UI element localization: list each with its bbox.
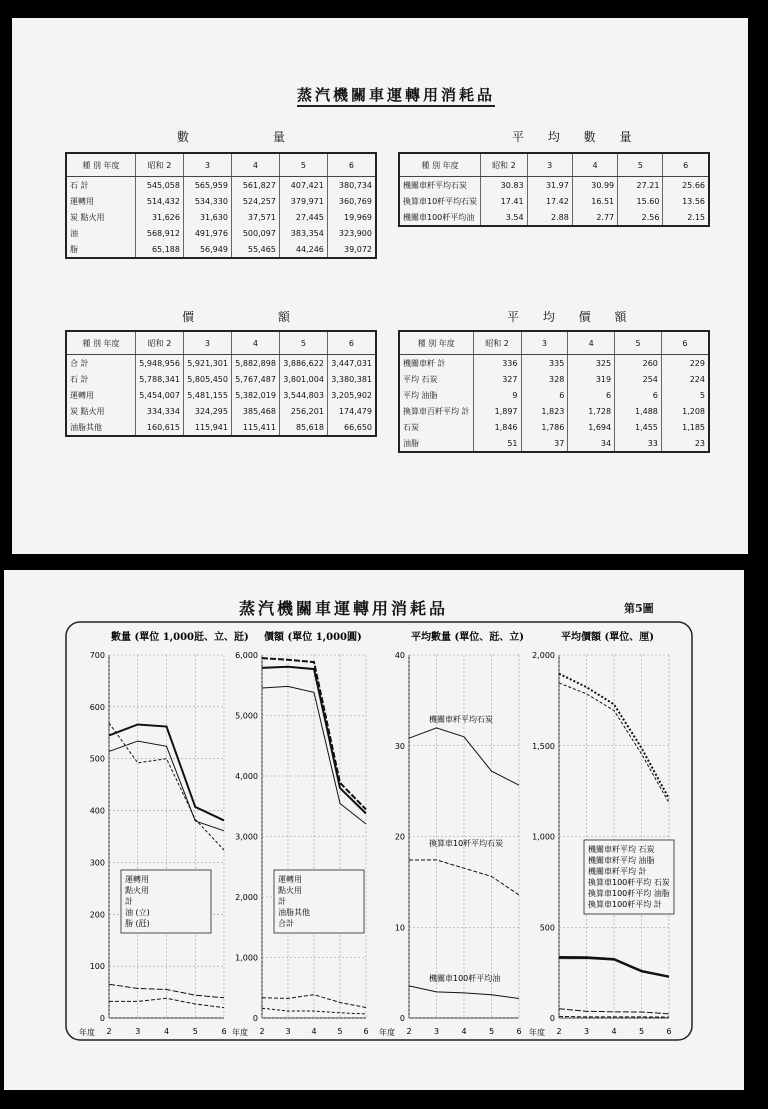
table-row [66,209,376,225]
table-row [399,387,709,403]
table-cell: 66,650 [327,419,376,436]
y-tick-label: 10 [394,923,405,933]
x-tick-label: 4 [163,1027,170,1036]
table-cell: 115,941 [183,419,231,436]
table-row [399,177,709,194]
table-header-cell: 6 [661,331,709,355]
table-cell: 31,630 [183,209,231,225]
table-cell: 換算車10粁平均石炭 [399,193,481,209]
table-cell: 脂 [66,241,136,258]
x-tick-label: 4 [461,1027,467,1036]
table-cell: 油脂 [399,435,473,452]
top-page [12,18,748,554]
legend-entry: 運轉用 [125,875,149,884]
table-cell: 160,615 [136,419,184,436]
table-row [66,371,376,387]
table-cell: 44,246 [279,241,327,258]
table-header-cell: 種 別 年度 [66,331,136,355]
legend-entry: 脂 (瓩) [125,919,150,928]
table-cell: 5,882,898 [231,355,279,372]
table-cell: 2.56 [618,209,663,226]
table-cell: 石炭 [399,419,473,435]
legend-entry: 換算車100粁平均 計 [588,900,662,909]
table-row [66,355,376,372]
table-cell: 31,626 [136,209,184,225]
x-axis-label: 年度 [232,1028,248,1037]
value-title: 價 額 [182,310,330,324]
legend-entry: 換算車100粁平均 石炭 [588,878,670,887]
table-cell: 油 [66,225,136,241]
table-header-cell: 3 [183,153,231,177]
table-header-cell: 種 別 年度 [399,153,481,177]
y-tick-label: 2,000 [532,651,555,660]
table-cell: 27,445 [279,209,327,225]
table-header-cell: 3 [183,331,231,355]
table-cell: 325 [568,355,615,372]
table-cell: 407,421 [279,177,327,194]
x-tick-label: 3 [433,1027,440,1036]
quantity-table [65,152,377,259]
table-cell: 385,468 [231,403,279,419]
table-cell: 1,488 [615,403,662,419]
table-cell: 3,544,803 [279,387,327,403]
y-tick-label: 200 [89,910,105,920]
y-tick-label: 40 [394,651,405,660]
table-cell: 56,949 [183,241,231,258]
table-cell: 319 [568,371,615,387]
table-cell: 6 [568,387,615,403]
table-row [66,241,376,258]
table-header-cell: 5 [279,331,327,355]
table-cell: 油脂其他 [66,419,136,436]
y-tick-label: 1,500 [532,741,555,751]
series-line [559,957,669,976]
table-cell: 336 [473,355,521,372]
table-cell: 5,454,007 [136,387,184,403]
table-cell: 平均 石炭 [399,371,473,387]
x-tick-label: 2 [259,1027,265,1036]
table-cell: 19,969 [327,209,376,225]
x-tick-label: 5 [488,1027,495,1036]
avgqty-title: 平 均 數 量 [512,130,642,144]
table-cell: 5,948,956 [136,355,184,372]
table-row [66,403,376,419]
table-cell: 27.21 [618,177,663,194]
figure-number: 第5圖 [624,602,654,615]
table-cell: 25.66 [663,177,709,194]
table-cell: 39,072 [327,241,376,258]
legend-entry: 合計 [278,919,294,928]
table-row [399,419,709,435]
x-tick-label: 3 [285,1027,291,1036]
table-cell: 65,188 [136,241,184,258]
table-cell: 561,827 [231,177,279,194]
y-tick-label: 300 [89,858,105,868]
table-cell: 15.60 [618,193,663,209]
table-cell: 運轉用 [66,387,136,403]
y-tick-label: 20 [394,832,405,842]
table-header-cell: 昭和 2 [473,331,521,355]
table-header-cell: 昭和 2 [481,153,527,177]
table-cell: 260 [615,355,662,372]
x-tick-label: 2 [556,1027,562,1036]
table-header-cell: 5 [615,331,662,355]
y-tick-label: 3,000 [235,832,258,842]
legend-entry: 油脂其他 [278,908,310,917]
table-cell: 491,976 [183,225,231,241]
table-cell: 5,382,019 [231,387,279,403]
panel-title: 平均數量 (單位、瓩、立) [411,632,524,643]
series-label: 機關車粁平均石炭 [429,715,493,725]
table-header-cell: 種 別 年度 [66,153,136,177]
y-tick-label: 0 [252,1014,258,1023]
table-cell: 335 [521,355,568,372]
table-cell: 2.88 [527,209,572,226]
table-cell: 5 [661,387,709,403]
legend-entry: 點火用 [278,886,302,895]
y-tick-label: 5,000 [235,711,258,721]
series-line [109,723,224,850]
table-cell: 2.77 [572,209,617,226]
value-table [65,330,377,437]
legend-entry: 換算車100粁平均 油脂 [588,889,670,898]
y-tick-label: 600 [89,702,105,712]
qty-title: 數 量 [177,130,325,144]
table-cell: 3,380,381 [327,371,376,387]
table-header-cell: 昭和 2 [136,331,184,355]
legend-entry: 機關車粁平均 石炭 [588,845,655,854]
table-row [66,225,376,241]
table-header-cell: 6 [327,331,376,355]
y-tick-label: 500 [539,923,555,933]
avg-value-table [398,330,710,453]
x-tick-label: 5 [638,1027,645,1036]
table-cell: 500,097 [231,225,279,241]
table-row [66,193,376,209]
legend-entry: 油 (立) [125,908,150,917]
table-cell: 3,801,004 [279,371,327,387]
y-tick-label: 4,000 [235,772,258,781]
y-tick-label: 0 [399,1014,405,1023]
table-cell: 37,571 [231,209,279,225]
table-cell: 6 [615,387,662,403]
table-header-cell: 3 [521,331,568,355]
x-tick-label: 6 [666,1027,672,1036]
top-title: 蒸汽機關車運轉用消耗品 [297,84,495,107]
table-cell: 5,788,341 [136,371,184,387]
legend-entry: 計 [278,897,286,906]
table-header-cell: 4 [231,331,279,355]
x-axis-label: 年度 [529,1028,545,1037]
table-row [399,355,709,372]
table-row [66,387,376,403]
table-header-cell: 昭和 2 [136,153,184,177]
y-tick-label: 1,000 [532,832,555,842]
table-cell: 運轉用 [66,193,136,209]
table-cell: 石 計 [66,177,136,194]
table-cell: 379,971 [279,193,327,209]
table-cell: 324,295 [183,403,231,419]
y-tick-label: 30 [394,741,405,751]
table-cell: 17.42 [527,193,572,209]
table-cell: 5,805,450 [183,371,231,387]
table-cell: 5,767,487 [231,371,279,387]
x-tick-label: 3 [583,1027,590,1036]
table-cell: 30.99 [572,177,617,194]
series-line [262,1008,366,1014]
table-row [399,209,709,226]
table-cell: 機關車粁 計 [399,355,473,372]
table-cell: 1,823 [521,403,568,419]
table-cell: 3,447,031 [327,355,376,372]
table-cell: 514,432 [136,193,184,209]
legend-entry: 機關車粁平均 油脂 [588,856,655,865]
avgval-title: 平 均 價 額 [507,310,637,324]
table-cell: 1,786 [521,419,568,435]
table-cell: 換算車百粁平均 計 [399,403,473,419]
table-cell: 51 [473,435,521,452]
y-tick-label: 6,000 [235,651,258,660]
chart-page-title: 蒸汽機關車運轉用消耗品 [239,599,449,618]
legend-entry: 運轉用 [278,875,302,884]
table-cell: 229 [661,355,709,372]
panel-title: 數量 (單位 1,000瓩、立、瓩) [111,632,249,643]
y-tick-label: 400 [89,806,105,816]
panel-title: 平均價額 (單位、厘) [561,632,654,643]
series-label: 機關車100粁平均油 [429,973,501,983]
table-cell: 256,201 [279,403,327,419]
table-cell: 3.54 [481,209,527,226]
table-cell: 平均 油脂 [399,387,473,403]
x-tick-label: 3 [135,1027,141,1036]
x-axis-label: 年度 [379,1028,395,1037]
series-line [559,1016,669,1017]
table-row [399,371,709,387]
x-tick-label: 4 [311,1027,317,1036]
table-cell: 85,618 [279,419,327,436]
table-cell: 328 [521,371,568,387]
table-cell: 17.41 [481,193,527,209]
series-label: 換算車10粁平均石炭 [429,839,504,849]
legend-entry: 點火用 [125,886,149,895]
table-header-cell: 6 [327,153,376,177]
x-tick-label: 6 [516,1027,522,1036]
table-cell: 534,330 [183,193,231,209]
table-cell: 16.51 [572,193,617,209]
table-cell: 機關車100粁平均油 [399,209,481,226]
table-header-cell: 5 [279,153,327,177]
table-cell: 254 [615,371,662,387]
x-tick-label: 5 [192,1027,198,1036]
panel-title: 價額 (單位 1,000圓) [264,632,362,643]
table-header-cell: 5 [618,153,663,177]
table-cell: 360,769 [327,193,376,209]
table-cell: 174,479 [327,403,376,419]
y-tick-label: 0 [549,1014,555,1023]
table-cell: 524,257 [231,193,279,209]
table-row [66,177,376,194]
y-tick-label: 700 [89,651,105,660]
table-header-cell: 4 [572,153,617,177]
table-cell: 5,481,155 [183,387,231,403]
table-cell: 機關車粁平均石炭 [399,177,481,194]
y-tick-label: 500 [89,754,105,764]
table-header-cell: 3 [527,153,572,177]
table-cell: 34 [568,435,615,452]
table-cell: 1,455 [615,419,662,435]
bottom-page [4,570,744,1090]
table-header-cell: 種 別 年度 [399,331,473,355]
charts-svg [4,570,744,1090]
y-tick-label: 100 [89,962,105,972]
table-cell: 31.97 [527,177,572,194]
x-tick-label: 6 [363,1027,369,1036]
table-cell: 1,208 [661,403,709,419]
table-cell: 55,465 [231,241,279,258]
table-cell: 37 [521,435,568,452]
table-cell: 9 [473,387,521,403]
table-cell: 33 [615,435,662,452]
x-tick-label: 2 [406,1027,412,1036]
table-cell: 5,921,301 [183,355,231,372]
table-cell: 炭 點火用 [66,209,136,225]
table-cell: 383,354 [279,225,327,241]
legend-entry: 機關車粁平均 計 [588,867,647,876]
x-tick-label: 4 [611,1027,617,1036]
table-cell: 合 計 [66,355,136,372]
table-row [66,419,376,436]
table-cell: 545,058 [136,177,184,194]
table-cell: 224 [661,371,709,387]
table-row [399,403,709,419]
table-header-cell: 4 [231,153,279,177]
table-cell: 1,185 [661,419,709,435]
legend-entry: 計 [125,897,133,906]
x-tick-label: 2 [106,1027,112,1036]
table-cell: 3,886,622 [279,355,327,372]
series-line [409,860,519,895]
x-tick-label: 6 [221,1027,227,1036]
table-cell: 568,912 [136,225,184,241]
table-cell: 炭 點火用 [66,403,136,419]
y-tick-label: 1,000 [235,953,258,963]
series-line [109,741,224,831]
x-tick-label: 5 [337,1027,343,1036]
table-cell: 380,734 [327,177,376,194]
table-cell: 6 [521,387,568,403]
avg-quantity-table [398,152,710,227]
table-cell: 13.56 [663,193,709,209]
y-tick-label: 0 [99,1014,105,1023]
table-cell: 327 [473,371,521,387]
table-cell: 30.83 [481,177,527,194]
table-cell: 565,959 [183,177,231,194]
table-header-cell: 4 [568,331,615,355]
table-cell: 323,900 [327,225,376,241]
table-cell: 1,846 [473,419,521,435]
table-row [399,435,709,452]
table-cell: 2.15 [663,209,709,226]
table-cell: 1,694 [568,419,615,435]
table-cell: 23 [661,435,709,452]
table-row [399,193,709,209]
table-cell: 石 計 [66,371,136,387]
table-cell: 1,897 [473,403,521,419]
y-tick-label: 2,000 [235,893,258,902]
table-cell: 115,411 [231,419,279,436]
table-cell: 3,205,902 [327,387,376,403]
x-axis-label: 年度 [79,1028,95,1037]
table-header-cell: 6 [663,153,709,177]
table-cell: 334,334 [136,403,184,419]
table-cell: 1,728 [568,403,615,419]
